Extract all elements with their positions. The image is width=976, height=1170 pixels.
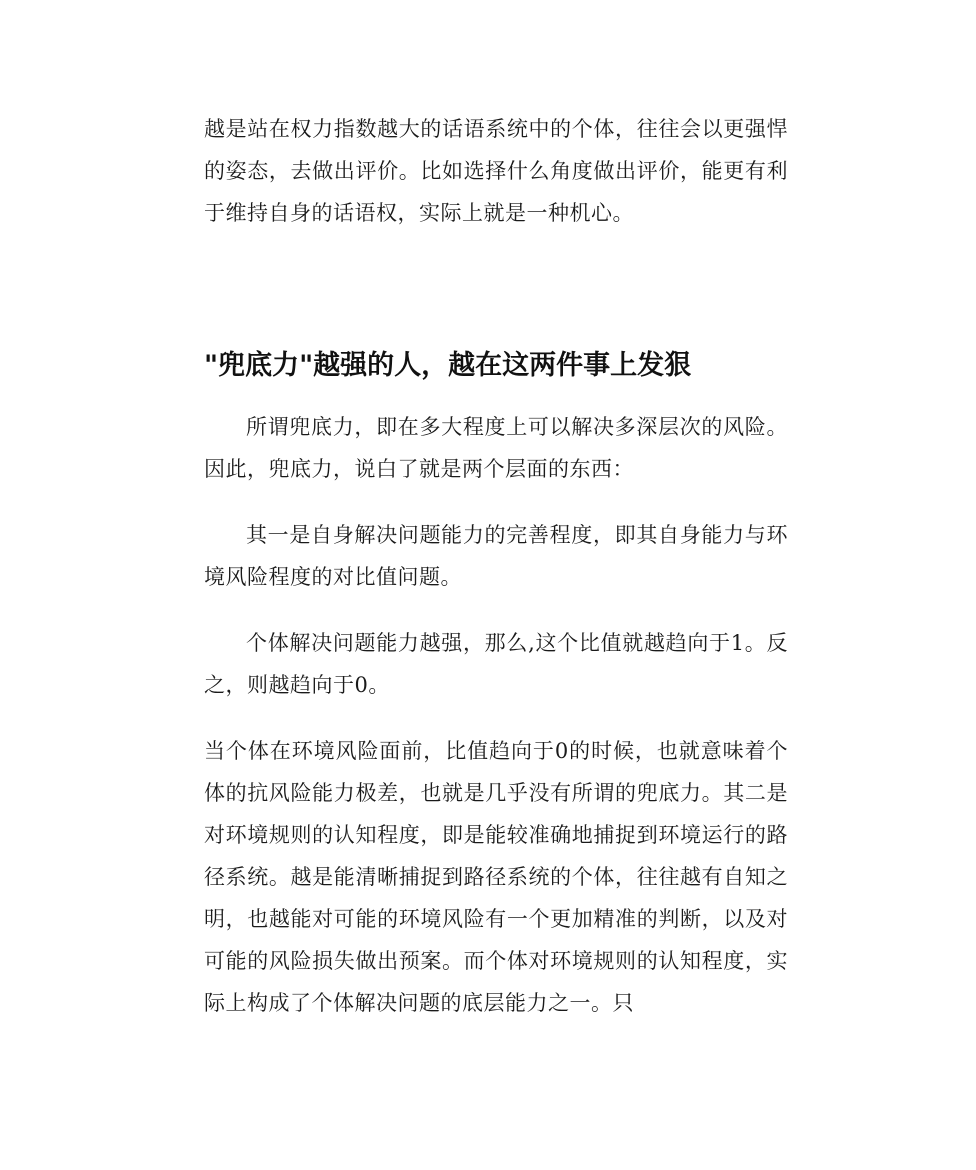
paragraph-second-aspect: 当个体在环境风险面前，比值趋向于0的时候，也就意味着个体的抗风险能力极差，也就是几乎没有所谓的兜底力。其二是对环境规则的认知程度，即是能较准确地捕捉到环境运行的路径系统。越是能清晰捕捉到路径系统的个体，往往越有自知之明，也越能对可能的环境风险有一个更加精准的判断，以及对可能的风险损失做出预案。而个体对环境规则的认知程度，实际上构成了个体解决问题的底层能力之一。只 — [204, 739, 788, 1015]
paragraph-ratio: 个体解决问题能力越强，那么,这个比值就越趋向于1。反之，则越趋向于0。 — [204, 631, 788, 697]
paragraph-definition: 所谓兜底力，即在多大程度上可以解决多深层次的风险。因此，兜底力，说白了就是两个层面的东西： — [204, 415, 788, 481]
paragraph-intro: 越是站在权力指数越大的话语系统中的个体，往往会以更强悍的姿态，去做出评价。比如选择什么角度做出评价，能更有利于维持自身的话语权，实际上就是一种机心。 — [204, 117, 788, 225]
section-heading: "兜底力"越强的人，越在这两件事上发狠 — [204, 350, 692, 381]
document-body — [204, 108, 788, 1024]
paragraph-first-aspect: 其一是自身解决问题能力的完善程度，即其自身能力与环境风险程度的对比值问题。 — [204, 523, 788, 589]
